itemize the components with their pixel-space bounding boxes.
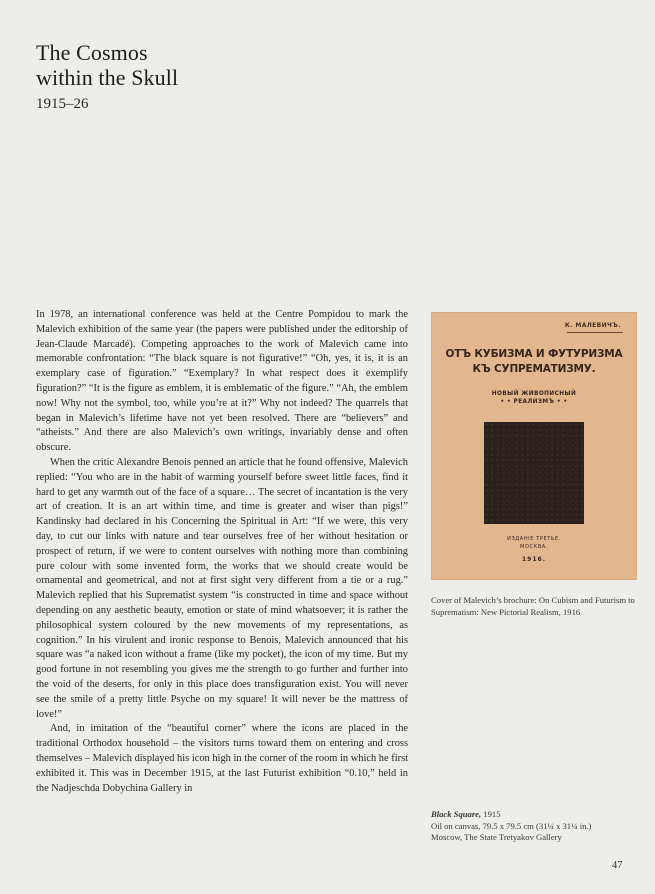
artwork-location: Moscow, The State Tretyakov Gallery (431, 832, 562, 842)
cover-title (439, 347, 629, 377)
artwork-year: 1915 (483, 809, 501, 819)
paragraph-2: When the critic Alexandre Benois penned an article that he found offensive, Malevich replied: “You who are in the habit of warming yourself before sweet little faces, find it hard to get any warmth out of the face of a square… The secret of incantation is the very art of creation. It is an art within time, and time is greater and wiser than pigs!” Kandinsky had declared in his Concerning the Spiritual in Art: “If we were, this very day, to cut our links with nature and tear ourselves free of her without hesitation or prospect of return, if we were to content ourselves with nothing more than combining pure colour with some invented form, the works that we should create would be ornamental and geometrical, and not at first sight very different from a tie or a rug.” Malevich replied that his Suprematist system “is constructed in time and space without depending on any aesthetic beauty, emotion or state of mind whatsoever; it is rather the philosophical system coloured by the new movements of my representations, as cognition.” In his virulent and ironic response to Benois, Malevich announced that his square was “a naked icon without a frame (like my pocket), the icon of my time. But my good fortune in not resembling you gives me the strength to go further and further into the void of the deserts, for only in this place does transfiguration exist. You will never see the smile of a pretty little Psyche on my square! It will never be the mattress of love!” (36, 456, 408, 720)
artwork-medium: Oil on canvas, 79.5 x 79.5 cm (31¼ x 31¼ in.) (431, 820, 592, 831)
cover-imprint-line-1: ИЗДАНІЕ ТРЕТЬЕ. (507, 536, 561, 542)
cover-imprint-line-2: МОСКВА. (520, 544, 548, 550)
paragraph-3: And, in imitation of the “beautiful corner” where the icons are placed in the traditional Orthodox household – the visitors turns toward them on entering and cross themselves – Malevich displayed his icon high in the corner of the room in which he first exhibited it. This was in December 1915, at the last Futurist exhibition “0.10,” held in the Nadjeschda Dobychina Gallery in (36, 723, 408, 794)
cover-title-line-1: ОТЪ КУБИЗМА И ФУТУРИЗМА (445, 348, 623, 360)
cover-subtitle (431, 390, 637, 406)
artwork-title: Black Square, (431, 809, 482, 819)
black-square-image (484, 422, 584, 524)
chapter-title-line-1: The Cosmos (36, 40, 148, 65)
cover-subtitle-line-1: НОВЫЙ ЖИВОПИСНЫЙ (491, 391, 577, 397)
page-number: 47 (612, 860, 623, 871)
cover-author: К. МАЛЕВИЧЪ. (564, 322, 621, 329)
cover-imprint (431, 535, 637, 551)
chapter-dates: 1915–26 (36, 96, 89, 112)
paragraph-1: In 1978, an international conference was held at the Centre Pompidou to mark the Malevich exhibition of the same year (the papers were published under the editorship of Jean-Claude Marcadé). Competing approaches to the work of Malevich came into memorable confrontation: “The black square is not figurative!” “Oh, yes, it is, it is an exemplary case of figuration.” “Exemplary? In what respect does it exemplify figuration?” “It is the figure as emblem, it is emblematic of the figure.” “Ah, the emblem now! Why not the symbol, too, while you’re at it?” Why not indeed? The quarrels that began in Malevich’s lifetime have not yet been resolved. There are “believers” and “atheists.” And there are also Malevich’s own writings, invariably dense and often obscure. (36, 309, 408, 454)
figure-caption: Cover of Malevich’s brochure: On Cubism and Futurism to Suprematism: New Pictorial Realism, 1916 (431, 595, 635, 617)
cover-title-line-2: КЪ СУПРЕМАТИЗМУ. (472, 363, 596, 375)
chapter-title-line-2: within the Skull (36, 65, 179, 90)
cover-year: 1916. (522, 556, 546, 563)
cover-rule (567, 332, 623, 333)
brochure-cover-image (431, 312, 637, 580)
artwork-caption (431, 809, 641, 844)
body-text (36, 308, 408, 796)
cover-subtitle-line-2: • • РЕАЛИЗМЪ • • (500, 399, 568, 405)
chapter-title (36, 40, 178, 90)
